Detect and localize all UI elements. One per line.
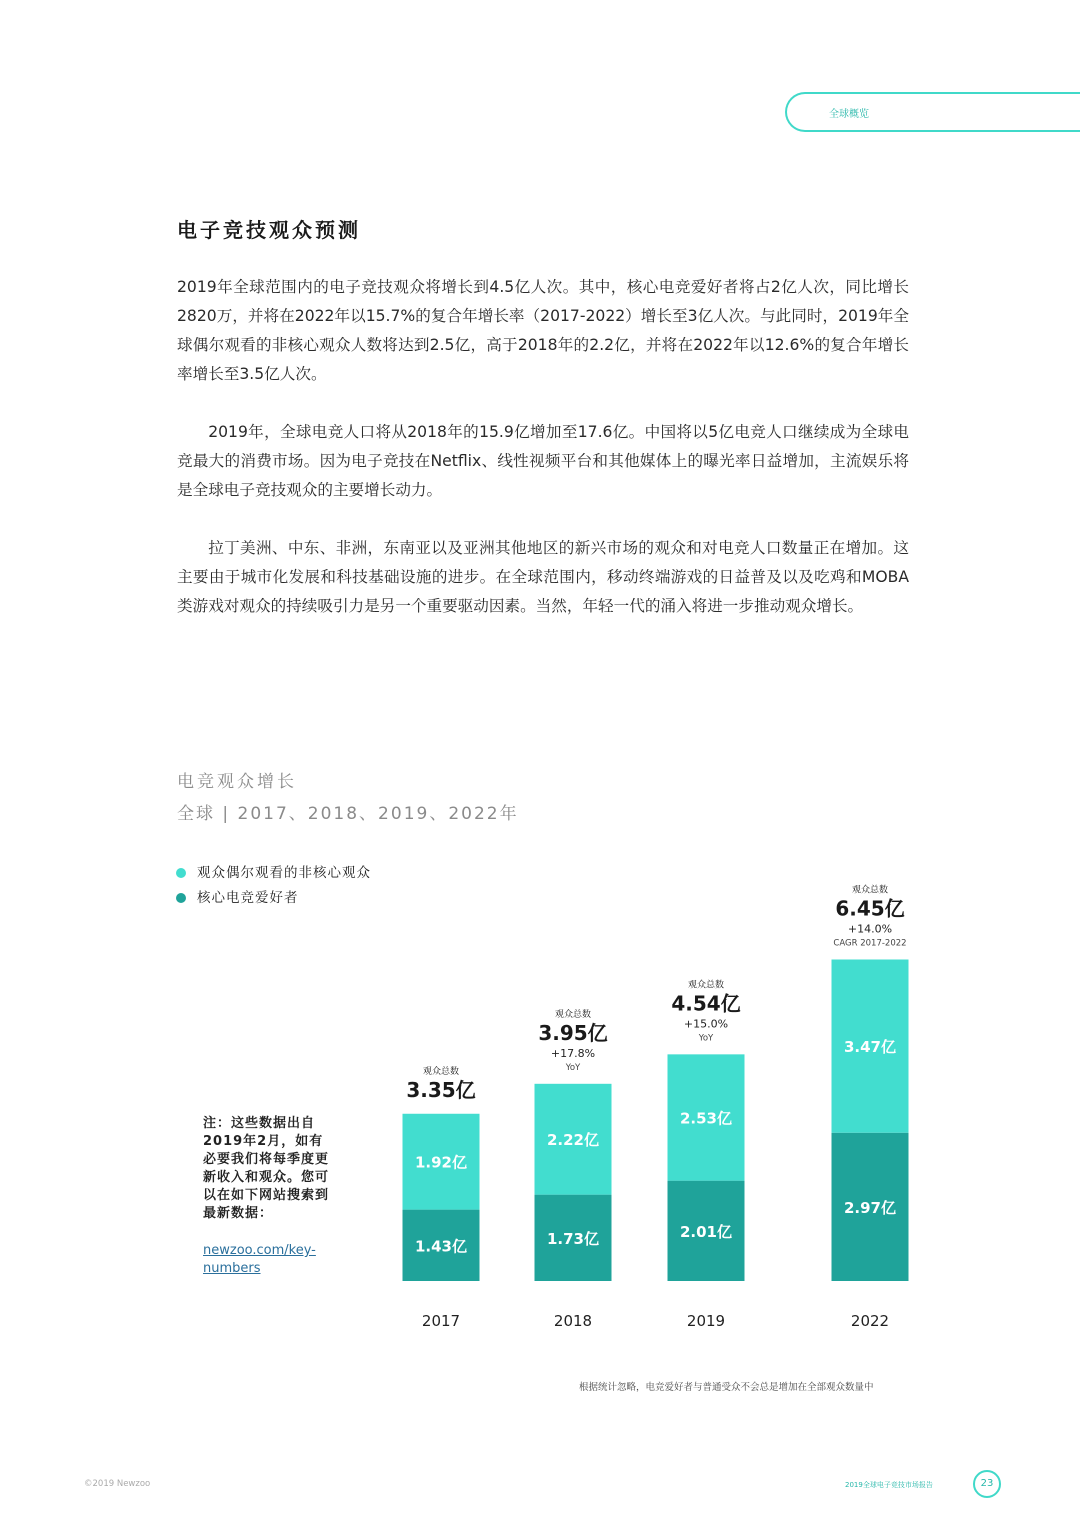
chart-title: 电竞观众增长 [177, 772, 297, 792]
total-growth-2018: +17.8% [550, 1046, 596, 1060]
total-growth-note-2019: YoY [698, 1033, 714, 1044]
paragraph-1: 2019年全球范围内的电子竞技观众将增长到4.5亿人次。其中，核心电竞爱好者将占2亿人次，同比增长2820万，并将在2022年以15.7%的复合年增长率（2017-2022）增长至3亿人次。与此同时，2019年全球偶尔观看的非核心观众人数将达到2.5亿，高于2018年的2.2亿，并将在2022年以12.6%的复合年增长率增长至3.5亿人次。 [177, 278, 909, 383]
article-title: 电子竞技观众预测 [177, 218, 361, 242]
footer-report-title: 2019全球电子竞技市场报告 [845, 1481, 933, 1489]
newzoo-link[interactable]: newzoo.com/key-numbers [203, 1243, 316, 1276]
chart-footnote: 根据统计忽略，电竞爱好者与普通受众不会总是增加在全部观众数量中 [579, 1382, 874, 1393]
page-number: 23 [973, 1470, 1001, 1498]
x-tick-2019: 2019 [686, 1312, 726, 1330]
total-growth-note-2022: CAGR 2017-2022 [833, 938, 907, 949]
x-tick-2018: 2018 [553, 1312, 593, 1330]
total-caption-2018: 观众总数 [554, 1009, 592, 1020]
x-tick-2017: 2017 [421, 1312, 461, 1330]
total-value-2017: 3.35亿 [406, 1077, 476, 1102]
bar-label-casual-2022: 3.47亿 [843, 1038, 897, 1057]
legend-label-casual: 观众偶尔观看的非核心观众 [197, 865, 371, 881]
x-tick-2022: 2022 [850, 1312, 890, 1330]
total-caption-2017: 观众总数 [422, 1066, 460, 1077]
legend-label-core: 核心电竞爱好者 [197, 890, 299, 906]
copyright: ©2019 Newzoo [84, 1479, 151, 1489]
bar-label-core-2022: 2.97亿 [843, 1198, 897, 1217]
data-note: 注：这些数据出自2019年2月，如有必要我们将每季度更新收入和观众。您可以在如下网站搜索到最新数据： [203, 1116, 330, 1221]
bar-label-casual-2019: 2.53亿 [679, 1109, 733, 1128]
chart-subtitle: 全球 | 2017、2018、2019、2022年 [177, 804, 519, 824]
bar-label-core-2017: 1.43亿 [414, 1237, 468, 1256]
paragraph-2: 2019年，全球电竞人口将从2018年的15.9亿增加至17.6亿。中国将以5亿电竞人口继续成为全球电竞最大的消费市场。因为电子竞技在Netflix、线性视频平台和其他媒体上的曝光率日益增加，主流娱乐将是全球电子竞技观众的主要增长动力。 [177, 423, 909, 499]
paragraph-3: 拉丁美洲、中东、非洲，东南亚以及亚洲其他地区的新兴市场的观众和对电竞人口数量正在增加。这主要由于城市化发展和科技基础设施的进步。在全球范围内，移动终端游戏的日益普及以及吃鸡和MOBA类游戏对观众的持续吸引力是另一个重要驱动因素。当然，年轻一代的涌入将进一步推动观众增长。 [177, 539, 909, 615]
bar-label-core-2018: 1.73亿 [546, 1229, 600, 1248]
total-caption-2019: 观众总数 [687, 980, 725, 991]
bar-label-casual-2017: 1.92亿 [414, 1153, 468, 1172]
total-growth-2022: +14.0% [847, 922, 893, 936]
total-growth-note-2018: YoY [565, 1062, 581, 1073]
total-caption-2022: 观众总数 [851, 885, 889, 896]
total-value-2018: 3.95亿 [538, 1020, 608, 1045]
total-value-2019: 4.54亿 [671, 991, 741, 1016]
bar-label-casual-2018: 2.22亿 [546, 1131, 600, 1150]
total-value-2022: 6.45亿 [835, 896, 905, 921]
bar-label-core-2019: 2.01亿 [679, 1222, 733, 1241]
section-tab-label: 全球概览 [829, 109, 869, 120]
total-growth-2019: +15.0% [683, 1017, 729, 1031]
